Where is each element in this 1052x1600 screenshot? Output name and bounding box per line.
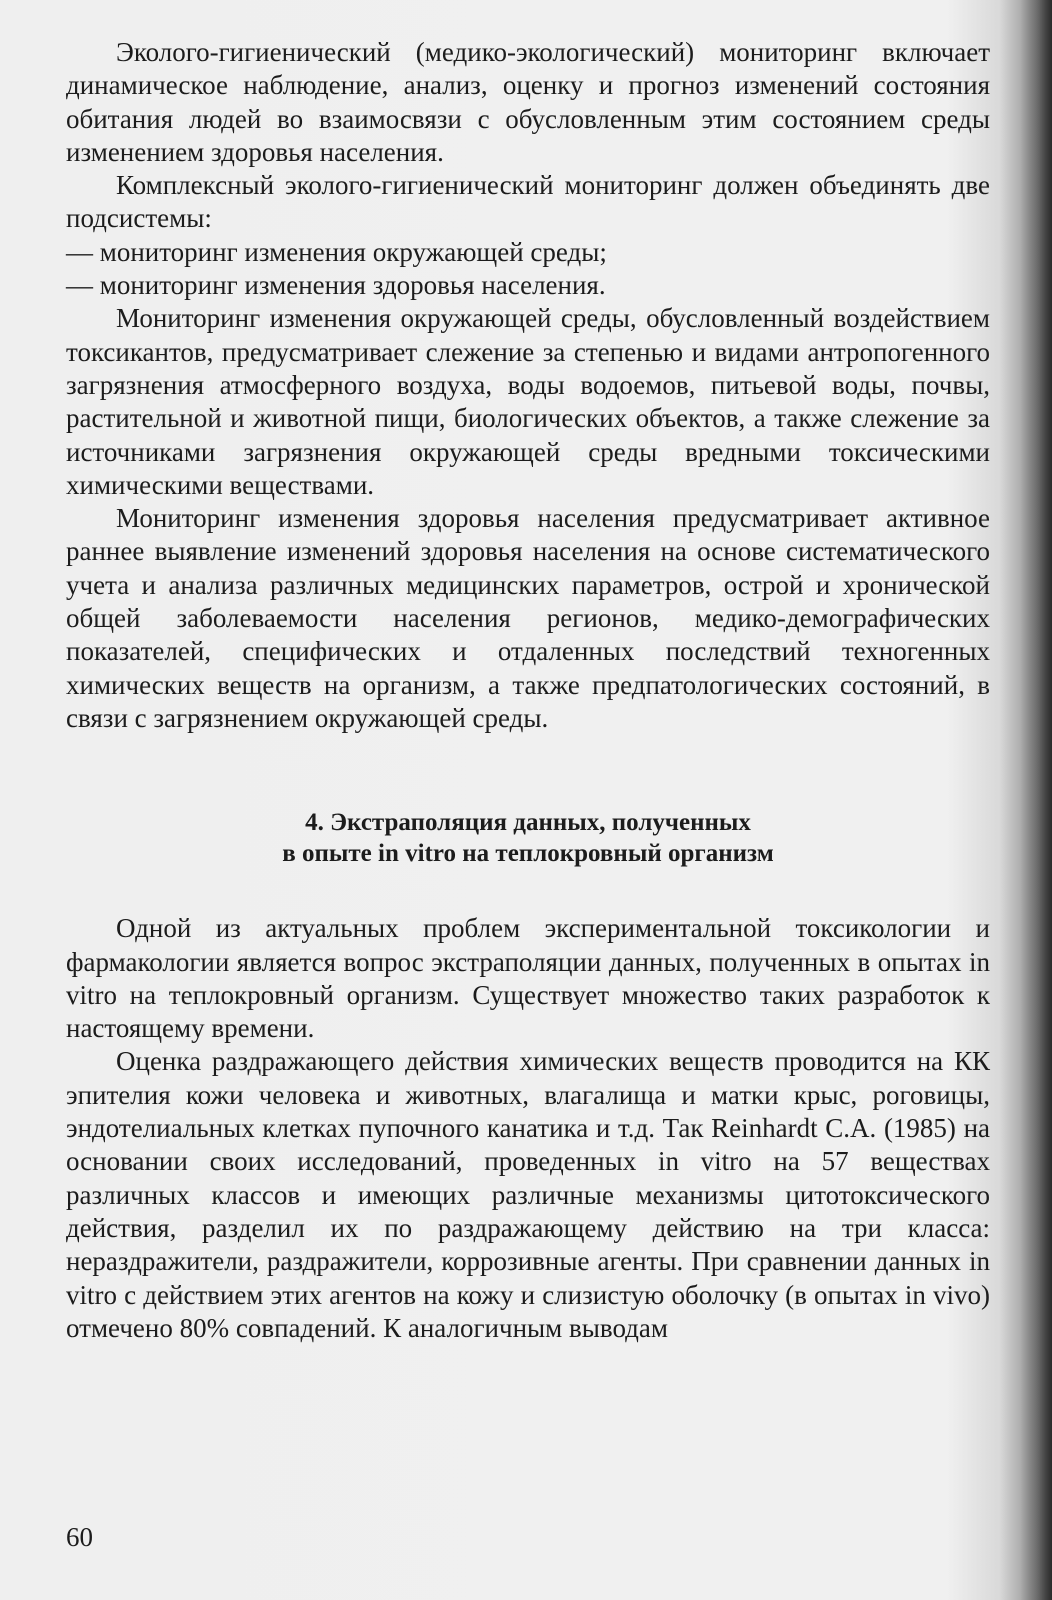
paragraph-health-monitoring: Мониторинг изменения здоровья населения предусматривает активное раннее выявление изменений здоровья населения на основе систематического учета и анализа различных медицинских параметров, острой и хронической общей заболеваемости населения регионов, медико-демографических показателей, специфических и отдаленных последствий техногенных химических веществ на организм, а также предпатологических состояний, в связи с загрязнением окружающей среды.	[66, 503, 990, 733]
paragraph-extrapolation-problem: Одной из актуальных проблем экспериментальной токсикологии и фармакологии является вопрос экстраполяции данных, полученных в опытах in vitro на теплокровный организм. Существует множество таких разработок к настоящему времени.	[66, 913, 990, 1044]
section-heading-line-1: 4. Экстраполяция данных, полученных	[305, 809, 751, 837]
page-text	[66, 36, 990, 1345]
page-number: 60	[66, 1522, 93, 1552]
paragraph-irritation-assessment: Оценка раздражающего действия химических веществ проводится на КК эпителия кожи человека и животных, влагалища и матки крыс, роговицы, эндотелиальных клетках пупочного канатика и т.д. Так Reinhardt С.А. (1985) на основании своих исследований, проведенных in vitro на 57 веществах различных классов и имеющих различные механизмы цитотоксического действия, разделил их по раздражающему действию на три класса: нераздражители, раздражители, коррозивные агенты. При сравнении данных in vitro с действием этих агентов на кожу и слизистую оболочку (в опытах in vivo) отмечено 80% совпадений. К аналогичным выводам	[66, 1046, 990, 1343]
paragraph-monitoring-definition: Эколого-гигиенический (медико-экологический) мониторинг включает динамическое наблюдение, анализ, оценку и прогноз изменений состояния обитания людей во взаимосвязи с обусловленным этим состоянием среды изменением здоровья населения.	[66, 37, 990, 167]
section-heading-line-2: в опыте in vitro на теплокровный организм	[282, 840, 774, 868]
list-item-health: — мониторинг изменения здоровья населения.	[66, 270, 606, 301]
section-heading	[66, 807, 990, 869]
list-item-environment: — мониторинг изменения окружающей среды;	[66, 236, 607, 267]
paragraph-environment-monitoring: Мониторинг изменения окружающей среды, обусловленный воздействием токсикантов, предусматривает слежение за степенью и видами антропогенного загрязнения атмосферного воздуха, воды водоемов, питьевой воды, почвы, растительной и животной пищи, биологических объектов, а также слежение за источниками загрязнения окружающей среды вредными токсическими химическими веществами.	[66, 303, 990, 500]
paragraph-subsystems-intro: Комплексный эколого-гигиенический мониторинг должен объединять две подсистемы:	[66, 170, 990, 234]
page-edge-shadow	[1020, 0, 1052, 1600]
